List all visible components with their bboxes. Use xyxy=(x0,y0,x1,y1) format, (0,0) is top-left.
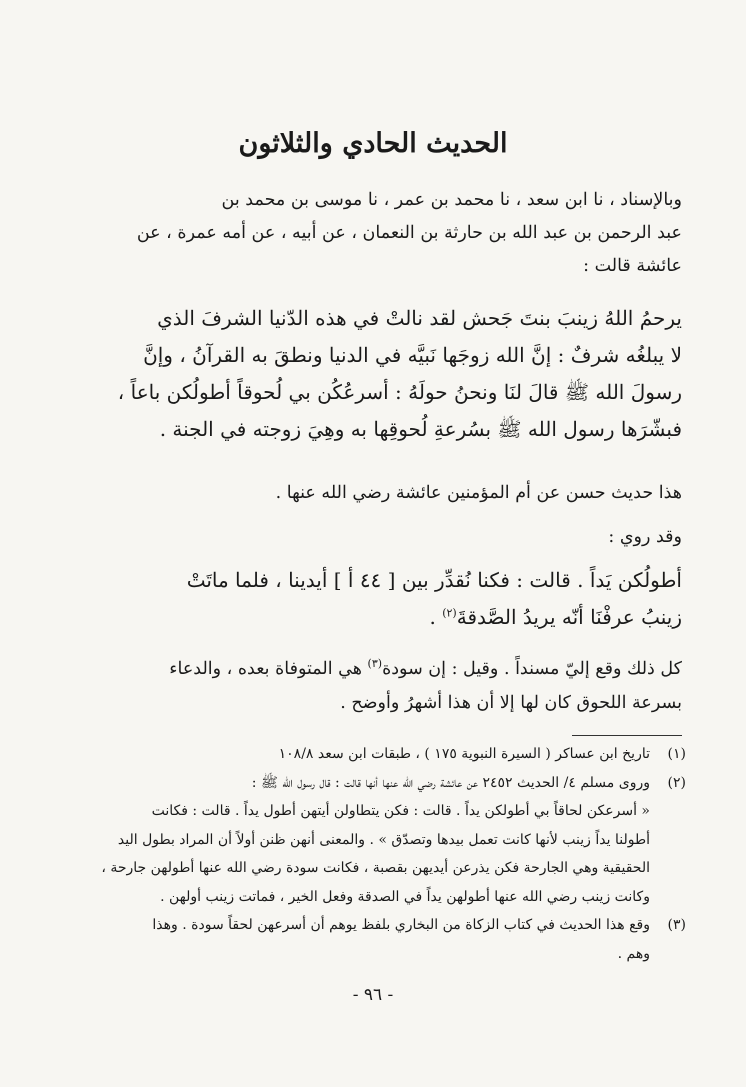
footnote-number: (١) xyxy=(667,746,686,762)
closing-paragraph xyxy=(54,652,682,720)
footnote-number: (٢) xyxy=(667,774,686,791)
ruling-text: هذا حديث حسن عن أم المؤمنين عائشة رضي الله عنها . xyxy=(275,483,682,503)
footnote-number: (٣) xyxy=(667,917,686,933)
footnote-line: وهم . xyxy=(617,945,650,962)
footnote-divider xyxy=(572,735,682,736)
text-line: زينبُ عرفْنَا أنّه يريدُ الصَّدقةَ$^{(٢)}$ . xyxy=(429,605,682,629)
matn-paragraph xyxy=(54,300,682,448)
narration-intro: وقد روي : xyxy=(608,527,682,547)
footnote-3 xyxy=(52,911,686,968)
text-line: فبشّرَها رسول الله ﷺ بسُرعةِ لُحوقِها به وهِيَ زوجته في الجنة . xyxy=(159,417,682,441)
footnote-line: وروى مسلم ٤/ الحديث ٢٤٥٢ عن عائشة رضي الله عنها أنها قالت : قال رسول الله ﷺ : xyxy=(251,774,650,791)
text-line xyxy=(54,652,682,686)
footnote-line: تاريخ ابن عساكر ( السيرة النبوية ١٧٥ ) ، طبقات ابن سعد ١٠٨/٨ xyxy=(278,746,650,762)
page-number: - ٩٦ - xyxy=(352,985,394,1005)
hadith-title: الحديث الحادي والثلاثون xyxy=(238,128,508,159)
text-line: رسولَ الله ﷺ قالَ لنَا ونحنُ حولَهُ : أسرعُكُن بي لُحوقاً أطولُكن باعاً ، xyxy=(117,380,682,404)
footnote-line: وكانت زينب رضي الله عنها أطولهن يداً في الصدقة وفعل الخير ، فماتت زينب أولهن . xyxy=(160,888,650,905)
footnote-line: « أسرعكن لحاقاً بي أطولكن يداً . قالت : فكن يتطاولن أيتهن أطول يداً . قالت : فكانت xyxy=(151,803,650,819)
footnote-line: أطولنا يداً زينب لأنها كانت تعمل بيدها وتصدّق » . والمعنى أنهن ظنن أولاً أن المراد بطول اليد xyxy=(117,831,650,848)
isnad-paragraph xyxy=(54,184,682,283)
text-line: أطولُكن يَداً . قالت : فكنا نُقدِّر بين [ ٤٤ أ ] أيدينا ، فلما ماتَتْ xyxy=(186,568,682,592)
text-line: وبالإسناد ، نا ابن سعد ، نا محمد بن عمر ، نا موسى بن محمد بن xyxy=(221,190,682,210)
text-line: عائشة قالت : xyxy=(583,256,682,276)
second-matn xyxy=(54,562,682,636)
footnote-ref[interactable]: (٣) xyxy=(367,657,383,671)
footnote-ref[interactable]: (٢) xyxy=(442,606,457,620)
text-line: عبد الرحمن بن عبد الله بن حارثة بن النعمان ، عن أبيه ، عن أمه عمرة ، عن xyxy=(136,223,682,243)
text-segment: زينبُ عرفْنَا أنّه يريدُ الصَّدقةَ xyxy=(456,605,682,629)
text-segment: كل ذلك وقع إليّ مسنداً . وقيل : إن سودة xyxy=(382,659,682,679)
footnotes xyxy=(52,740,686,968)
text-line: لا يبلغُه شرفٌ : إنَّ الله زوجَها نَبيَّه في الدنيا ونطقَ به القرآنُ ، وإنَّ xyxy=(143,343,682,367)
text-segment: هي المتوفاة بعده ، والدعاء xyxy=(169,659,368,679)
footnote-1 xyxy=(52,740,686,769)
text-line: يرحمُ اللهُ زينبَ بنتَ جَحش لقد نالتْ في هذه الدّنيا الشرفَ الذي xyxy=(157,306,682,330)
footnote-line: وقع هذا الحديث في كتاب الزكاة من البخاري بلفظ يوهم أن أسرعهن لحقاً سودة . وهذا xyxy=(152,917,650,933)
footnote-2 xyxy=(52,769,686,912)
footnote-line: الحقيقية وهي الجارحة فكن يذرعن أيديهن بقصبة ، فكانت سودة رضي الله عنها أطولهن جارحة ، xyxy=(101,860,650,876)
text-line: بسرعة اللحوق كان لها إلا أن هذا أشهرُ وأوضح . xyxy=(340,693,682,713)
